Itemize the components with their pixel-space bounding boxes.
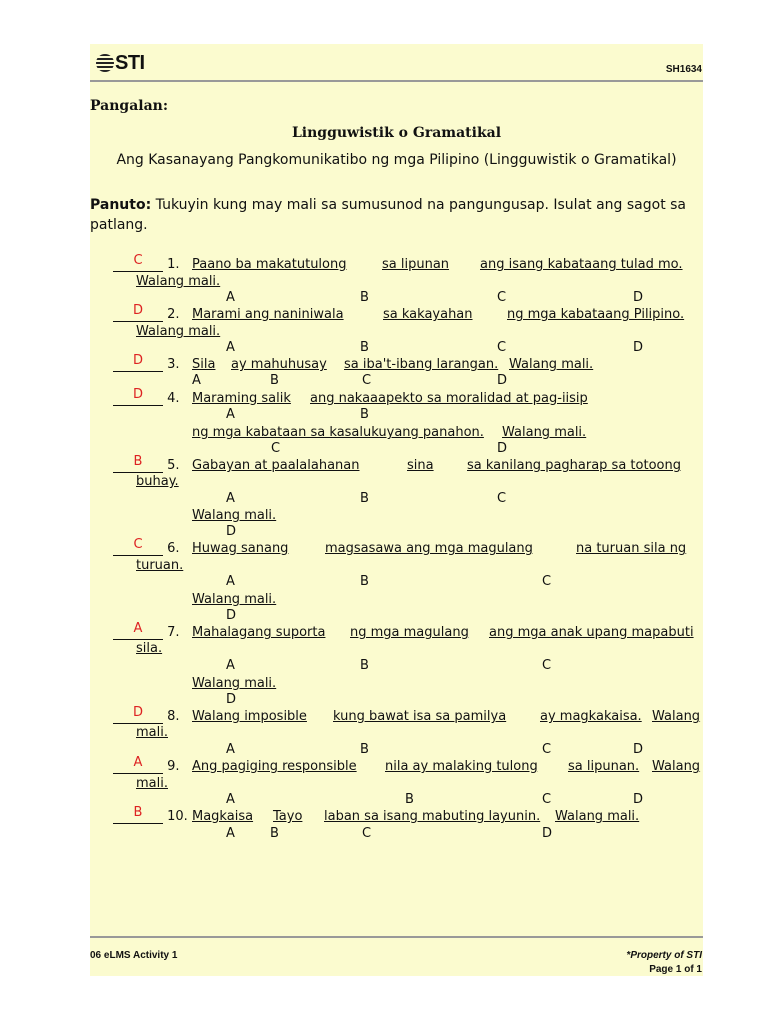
answer-text: D (132, 705, 143, 720)
globe-icon (96, 54, 114, 72)
segment-b: nila ay malaking tulong (385, 759, 538, 774)
label-c: C (542, 658, 552, 673)
label-a: A (226, 340, 235, 355)
instructions-label: Panuto: (90, 197, 152, 213)
footer-divider (90, 936, 703, 938)
segment-c: ng mga kabataang Pilipino. (507, 307, 685, 322)
segment-b: kung bawat isa sa pamilya (333, 709, 507, 724)
answer-blank[interactable] (113, 537, 163, 556)
label-b: B (360, 742, 369, 757)
segment-a: Sila (192, 357, 216, 372)
answer-text: D (132, 303, 143, 318)
segment-c: ng mga kabataan sa kasalukuyang panahon. (192, 425, 484, 440)
segment-c-cont: turuan. (136, 558, 184, 573)
segment-a: Marami ang naniniwala (192, 307, 344, 322)
label-d: D (542, 826, 553, 841)
segment-b: magsasawa ang mga magulang (325, 541, 533, 556)
question-4 (113, 387, 180, 406)
label-d: D (497, 373, 508, 388)
segment-d: Walang (652, 759, 701, 774)
answer-blank[interactable] (113, 454, 163, 473)
segment-c: sa lipunan. (568, 759, 640, 774)
label-b: B (360, 407, 369, 422)
answer-blank[interactable] (113, 303, 163, 322)
question-7 (113, 621, 180, 640)
instructions (90, 195, 690, 235)
segment-a: Ang pagiging responsible (192, 759, 357, 774)
footer-activity: 06 eLMS Activity 1 (90, 950, 178, 961)
segment-c-cont: buhay. (136, 474, 179, 489)
answer-blank[interactable] (113, 705, 163, 724)
label-b: B (405, 792, 414, 807)
question-8 (113, 705, 180, 724)
answer-blank[interactable] (113, 755, 163, 774)
question-9 (113, 755, 180, 774)
label-d: D (633, 290, 644, 305)
segment-d: Walang mali. (192, 676, 277, 691)
worksheet-page (90, 44, 703, 976)
label-b: B (360, 290, 369, 305)
segment-a: Mahalagang suporta (192, 625, 326, 640)
segment-a: Magkaisa (192, 809, 254, 824)
segment-d-cont: mali. (136, 725, 168, 740)
answer-blank[interactable] (113, 621, 163, 640)
segment-a: Paano ba makatutulong (192, 257, 347, 272)
label-d: D (226, 524, 237, 539)
label-b: B (360, 658, 369, 673)
label-b: B (360, 491, 369, 506)
segment-b: ang nakaaapekto sa moralidad at pag-iisip (310, 391, 588, 406)
label-b: B (270, 373, 279, 388)
label-d: D (226, 692, 237, 707)
answer-blank[interactable] (113, 387, 163, 406)
name-label: Pangalan: (90, 98, 168, 114)
segment-a: Huwag sanang (192, 541, 289, 556)
question-6 (113, 537, 180, 556)
label-a: A (226, 491, 235, 506)
label-a: A (226, 290, 235, 305)
segment-c: na turuan sila ng (576, 541, 687, 556)
question-2 (113, 303, 180, 322)
label-b: B (360, 574, 369, 589)
label-b: B (360, 340, 369, 355)
question-number: 3. (167, 357, 180, 372)
segment-d: Walang mali. (192, 508, 277, 523)
label-c: C (542, 742, 552, 757)
footer-property: *Property of STI (626, 950, 702, 961)
label-a: A (192, 373, 201, 388)
question-5 (113, 454, 180, 473)
answer-text: D (132, 353, 143, 368)
question-number: 4. (167, 391, 180, 406)
answer-text: A (133, 755, 143, 770)
segment-a: Walang imposible (192, 709, 307, 724)
segment-b: sa lipunan (382, 257, 450, 272)
document-code: SH1634 (665, 64, 702, 75)
segment-c: sa iba't-ibang larangan. (344, 357, 499, 372)
segment-d-cont: mali. (136, 776, 168, 791)
segment-d: Walang mali. (192, 592, 277, 607)
segment-b: sa kakayahan (383, 307, 473, 322)
label-c: C (542, 792, 552, 807)
question-number: 9. (167, 759, 180, 774)
label-a: A (226, 826, 235, 841)
question-3 (113, 353, 180, 372)
answer-text: D (132, 387, 143, 402)
question-number: 1. (167, 257, 180, 272)
label-c: C (497, 290, 507, 305)
label-a: A (226, 792, 235, 807)
label-c: C (271, 441, 281, 456)
question-10 (113, 805, 188, 824)
segment-d: Walang mali. (136, 274, 221, 289)
answer-text: B (133, 805, 143, 820)
segment-c: laban sa isang mabuting layunin. (324, 809, 541, 824)
answer-blank[interactable] (113, 353, 163, 372)
sti-logo: STI (96, 52, 145, 75)
segment-b: ay mahuhusay (231, 357, 327, 372)
label-d: D (633, 742, 644, 757)
segment-d: Walang mali. (509, 357, 594, 372)
question-number: 6. (167, 541, 180, 556)
question-number: 2. (167, 307, 180, 322)
label-d: D (633, 340, 644, 355)
question-1 (113, 253, 180, 272)
segment-d: Walang (652, 709, 701, 724)
segment-c: sa kanilang pagharap sa totoong (467, 458, 681, 473)
label-d: D (497, 441, 508, 456)
footer-page-number: Page 1 of 1 (649, 964, 702, 975)
label-a: A (226, 742, 235, 757)
header-divider (90, 80, 703, 82)
instructions-text: Tukuyin kung may mali sa sumusunod na pangungusap. Isulat ang sagot sa patlang. (90, 197, 687, 233)
segment-a: Gabayan at paalalahanan (192, 458, 360, 473)
question-number: 5. (167, 458, 180, 473)
label-c: C (542, 574, 552, 589)
label-a: A (226, 407, 235, 422)
answer-text: C (133, 253, 143, 268)
segment-d: Walang mali. (555, 809, 640, 824)
page-title: Lingguwistik o Gramatikal (291, 125, 502, 141)
label-d: D (226, 608, 237, 623)
label-a: A (226, 658, 235, 673)
label-b: B (270, 826, 279, 841)
label-c: C (497, 491, 507, 506)
segment-a: Maraming salik (192, 391, 291, 406)
answer-text: B (133, 454, 143, 469)
segment-c: ay magkakaisa. (540, 709, 642, 724)
answer-text: C (133, 537, 143, 552)
answer-blank[interactable] (113, 805, 163, 824)
segment-c: ang isang kabataang tulad mo. (480, 257, 683, 272)
segment-b: ng mga magulang (350, 625, 469, 640)
segment-d: Walang mali. (502, 425, 587, 440)
segment-b: Tayo (273, 809, 303, 824)
segment-b: sina (407, 458, 434, 473)
answer-blank[interactable] (113, 253, 163, 272)
page-subtitle: Ang Kasanayang Pangkomunikatibo ng mga Pilipino (Lingguwistik o Gramatikal) (116, 152, 677, 168)
question-number: 10. (167, 809, 188, 824)
label-c: C (362, 373, 372, 388)
segment-c-cont: sila. (136, 641, 163, 656)
question-number: 7. (167, 625, 180, 640)
label-c: C (362, 826, 372, 841)
label-d: D (633, 792, 644, 807)
label-a: A (226, 574, 235, 589)
answer-text: A (133, 621, 143, 636)
question-number: 8. (167, 709, 180, 724)
segment-d: Walang mali. (136, 324, 221, 339)
segment-c: ang mga anak upang mapabuti (489, 625, 694, 640)
label-c: C (497, 340, 507, 355)
